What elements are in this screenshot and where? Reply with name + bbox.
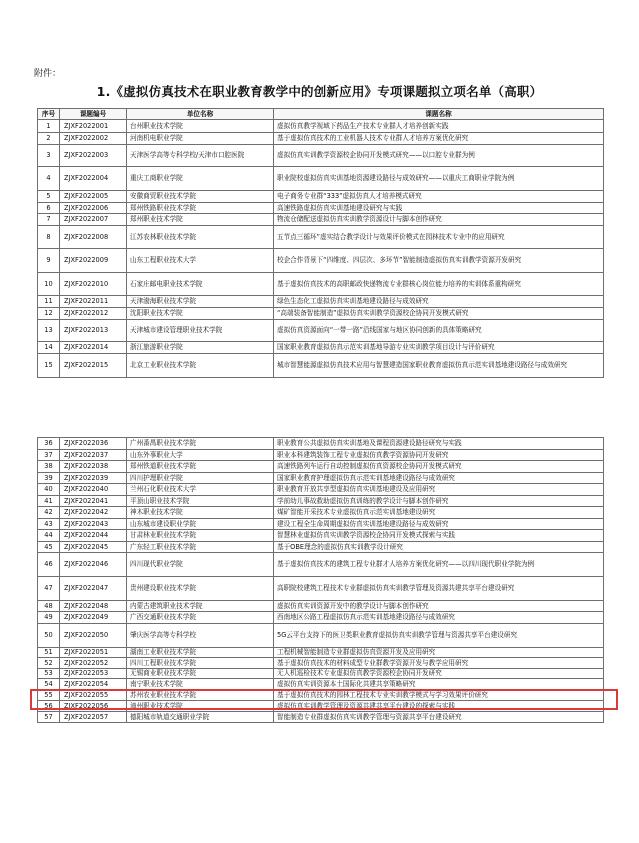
row-number: 51 <box>38 648 60 658</box>
project-topic: 5G云平台支持下的医卫类职业教育虚拟仿真实训教学管理与资源共享平台建设研究 <box>274 624 604 648</box>
table-row <box>38 461 604 473</box>
row-number: 53 <box>38 669 60 679</box>
project-code: ZJXF2022005 <box>60 191 127 203</box>
page-title: 1.《虚拟仿真技术在职业教育教学中的创新应用》专项课题拟立项名单（高职） <box>96 84 543 99</box>
project-topic: 虚拟仿真教学视域下药品生产技术专业群人才培养创新实践 <box>274 120 604 133</box>
project-topic: 虚拟仿真资源面向“一带一路”沿线国家与地区协同创新的具体策略研究 <box>274 320 604 342</box>
table-header-row <box>38 109 604 120</box>
project-code: ZJXF2022015 <box>60 354 127 378</box>
header-code: 课题编号 <box>60 109 127 120</box>
unit-name: 湖南工业职业技术学院 <box>127 648 274 658</box>
table-row <box>38 438 604 450</box>
project-topic: 基于虚拟仿真技术的工业机器人技术专业群人才培养方案优化研究 <box>274 133 604 145</box>
project-topic: 基于虚拟仿真技术的高职邮政快递物流专业群核心岗位能力培养的实训体系重构研究 <box>274 273 604 296</box>
unit-name: 神木职业技术学院 <box>127 507 274 519</box>
table-row <box>38 342 604 354</box>
project-code: ZJXF2022036 <box>60 438 127 450</box>
table-row <box>38 679 604 690</box>
row-number: 12 <box>38 308 60 320</box>
project-code: ZJXF2022055 <box>60 690 127 701</box>
unit-name: 山东城市建设职业学院 <box>127 519 274 530</box>
unit-name: 兰州石化职业技术大学 <box>127 484 274 496</box>
table-row <box>38 320 604 342</box>
project-code: ZJXF2022056 <box>60 701 127 712</box>
row-number: 1 <box>38 120 60 133</box>
project-code: ZJXF2022002 <box>60 133 127 145</box>
row-number: 14 <box>38 342 60 354</box>
unit-name: 德阳城市轨道交通职业学院 <box>127 712 274 723</box>
unit-name: 河南机电职业学院 <box>127 133 274 145</box>
table-row <box>38 308 604 320</box>
unit-name: 广州番禺职业技术学院 <box>127 438 274 450</box>
table-row <box>38 507 604 519</box>
table-row <box>38 191 604 203</box>
unit-name: 石家庄邮电职业技术学院 <box>127 273 274 296</box>
project-topic: 国家职业教育虚拟仿真示范实训基地导游专业实训教学项目设计与评价研究 <box>274 342 604 354</box>
unit-name: 无锡商业职业技术学院 <box>127 669 274 679</box>
table-row <box>38 133 604 145</box>
row-number: 6 <box>38 203 60 214</box>
project-code: ZJXF2022050 <box>60 624 127 648</box>
unit-name: 沈阳职业技术学院 <box>127 308 274 320</box>
table-row <box>38 577 604 601</box>
project-topic: 基于虚拟仿真技术的建筑工程专业群才人培养方案优化研究——以四川现代职业学院为例 <box>274 553 604 577</box>
table-row <box>38 473 604 484</box>
row-number: 13 <box>38 320 60 342</box>
project-topic: 建设工程全生命周期虚拟仿真实训基地建设路径与成效研究 <box>274 519 604 530</box>
project-table-top <box>37 108 604 378</box>
table-row <box>38 624 604 648</box>
table-row <box>38 120 604 133</box>
unit-name: 甘肃林业职业技术学院 <box>127 530 274 542</box>
table-row <box>38 450 604 461</box>
table-row <box>38 226 604 249</box>
project-topic: 校企合作背景下“四维度、四层次、多环节”智能制造虚拟仿真实训教学资源开发研究 <box>274 249 604 273</box>
table-row <box>38 712 604 723</box>
project-topic: 五节点三循环”虚实结合教学设计与效果评价模式在园林技术专业中的应用研究 <box>274 226 604 249</box>
row-number: 8 <box>38 226 60 249</box>
row-number: 4 <box>38 167 60 191</box>
project-topic: 职业教育公共虚拟仿真实训基地及课程资源建设路径研究与实践 <box>274 438 604 450</box>
unit-name: 山东工程职业技术大学 <box>127 249 274 273</box>
row-number: 37 <box>38 450 60 461</box>
project-topic: 智慧林业虚拟仿真实训教学资源校企协同开发模式探索与实践 <box>274 530 604 542</box>
project-topic: 高速铁路虚拟仿真实训基地建设研究与实践 <box>274 203 604 214</box>
project-code: ZJXF2022049 <box>60 612 127 624</box>
project-topic: 高职院校建筑工程技术专业群虚拟仿真实训教学管理及资源共建共享平台建设研究 <box>274 577 604 601</box>
project-code: ZJXF2022006 <box>60 203 127 214</box>
table-row <box>38 296 604 308</box>
unit-name: 苏州农业职业技术学院 <box>127 690 274 701</box>
project-code: ZJXF2022042 <box>60 507 127 519</box>
unit-name: 安徽商贸职业技术学院 <box>127 191 274 203</box>
unit-name: 北京工业职业技术学院 <box>127 354 274 378</box>
project-code: ZJXF2022046 <box>60 553 127 577</box>
project-code: ZJXF2022054 <box>60 679 127 690</box>
row-number: 5 <box>38 191 60 203</box>
project-topic: 物流仓储配送虚拟仿真实训教学资源设计与脚本创作研究 <box>274 214 604 226</box>
project-topic: 电子商务专业群“333”虚拟仿真人才培养模式研究 <box>274 191 604 203</box>
project-topic: 智能制造专业群虚拟仿真实训教学管理与资源共享平台建设研究 <box>274 712 604 723</box>
project-topic: 基于虚拟仿真技术的园林工程技术专业实训教学模式与学习效果评价研究 <box>274 690 604 701</box>
project-table-bottom <box>37 437 604 723</box>
project-code: ZJXF2022009 <box>60 249 127 273</box>
row-number: 48 <box>38 601 60 612</box>
table-row <box>38 542 604 553</box>
project-topic: 基于虚拟仿真技术的材料成型专业群教学资源开发与教学应用研究 <box>274 658 604 669</box>
row-number: 54 <box>38 679 60 690</box>
unit-name: 重庆工商职业学院 <box>127 167 274 191</box>
table-row <box>38 354 604 378</box>
table-row <box>38 273 604 296</box>
row-number: 57 <box>38 712 60 723</box>
project-code: ZJXF2022014 <box>60 342 127 354</box>
project-topic: 职业院校虚拟仿真实训基地资源建设路径与成效研究——以重庆工商职业学院为例 <box>274 167 604 191</box>
row-number: 49 <box>38 612 60 624</box>
header-topic: 课题名称 <box>274 109 604 120</box>
row-number: 3 <box>38 145 60 167</box>
table-row <box>38 669 604 679</box>
table-gap <box>37 420 603 434</box>
row-number: 43 <box>38 519 60 530</box>
row-number: 41 <box>38 496 60 507</box>
highlight-box-row-52 <box>30 689 618 710</box>
header-unit: 单位名称 <box>127 109 274 120</box>
project-code: ZJXF2022007 <box>60 214 127 226</box>
unit-name: 四川护理职业学院 <box>127 473 274 484</box>
project-topic: 高速铁路列车运行自动控制虚拟仿真资源校企协同开发模式研究 <box>274 461 604 473</box>
project-topic: 无人机巡检技术专业虚拟仿真教学资源校企协同开发研究 <box>274 669 604 679</box>
table-row <box>38 249 604 273</box>
project-code: ZJXF2022040 <box>60 484 127 496</box>
project-topic: “高端装备智能制造”虚拟仿真实训教学资源校企协同开发模式研究 <box>274 308 604 320</box>
header-no: 序号 <box>38 109 60 120</box>
unit-name: 漳州职业技术学院 <box>127 701 274 712</box>
row-number: 45 <box>38 542 60 553</box>
unit-name: 郑州职业技术学院 <box>127 214 274 226</box>
project-code: ZJXF2022048 <box>60 601 127 612</box>
project-topic: 城市智慧能源虚拟仿真技术应用与智慧建造国家职业教育虚拟仿真示范实训基地建设路径与成效研究 <box>274 354 604 378</box>
project-code: ZJXF2022057 <box>60 712 127 723</box>
table-row <box>38 203 604 214</box>
table-row <box>38 145 604 167</box>
project-code: ZJXF2022053 <box>60 669 127 679</box>
table-row <box>38 648 604 658</box>
row-number: 10 <box>38 273 60 296</box>
unit-name: 南宁职业技术学院 <box>127 679 274 690</box>
project-code: ZJXF2022039 <box>60 473 127 484</box>
project-code: ZJXF2022052 <box>60 658 127 669</box>
unit-name: 四川工程职业技术学院 <box>127 658 274 669</box>
attachment-label: 附件： <box>34 69 62 79</box>
project-topic: 学前幼儿事故救助虚拟仿真训练的教学设计与脚本创作研究 <box>274 496 604 507</box>
row-number: 2 <box>38 133 60 145</box>
row-number: 42 <box>38 507 60 519</box>
unit-name: 天津渤海职业技术学院 <box>127 296 274 308</box>
unit-name: 肇庆医学高等专科学校 <box>127 624 274 648</box>
project-code: ZJXF2022038 <box>60 461 127 473</box>
project-code: ZJXF2022012 <box>60 308 127 320</box>
project-topic: 西南地区公路工程虚拟仿真示范实训基地建设路径与成效研究 <box>274 612 604 624</box>
row-number: 38 <box>38 461 60 473</box>
project-topic: 国家职业教育护理虚拟仿真示范实训基地建设路径与成效研究 <box>274 473 604 484</box>
row-number: 55 <box>38 690 60 701</box>
row-number: 15 <box>38 354 60 378</box>
project-topic: 虚拟仿真实训教学资源校企协同开发模式研究——以口腔专业群为例 <box>274 145 604 167</box>
unit-name: 广东轻工职业技术学院 <box>127 542 274 553</box>
project-topic: 虚拟仿真实训教学管理及资源共建共享平台建设的探索与实践 <box>274 701 604 712</box>
unit-name: 山东外事职业大学 <box>127 450 274 461</box>
unit-name: 广西交通职业技术学院 <box>127 612 274 624</box>
row-number: 39 <box>38 473 60 484</box>
table-row <box>38 214 604 226</box>
table-row <box>38 553 604 577</box>
row-number: 11 <box>38 296 60 308</box>
table-row <box>38 519 604 530</box>
project-code: ZJXF2022037 <box>60 450 127 461</box>
table-row <box>38 530 604 542</box>
row-number: 47 <box>38 577 60 601</box>
row-number: 56 <box>38 701 60 712</box>
project-code: ZJXF2022001 <box>60 120 127 133</box>
project-code: ZJXF2022051 <box>60 648 127 658</box>
project-code: ZJXF2022045 <box>60 542 127 553</box>
project-code: ZJXF2022044 <box>60 530 127 542</box>
project-code: ZJXF2022013 <box>60 320 127 342</box>
project-code: ZJXF2022004 <box>60 167 127 191</box>
project-code: ZJXF2022043 <box>60 519 127 530</box>
unit-name: 四川现代职业学院 <box>127 553 274 577</box>
project-topic: 基于OBE理念的虚拟仿真实训教学设计研究 <box>274 542 604 553</box>
project-topic: 煤矿智能开采技术专业虚拟仿真示范实训基地建设研究 <box>274 507 604 519</box>
row-number: 7 <box>38 214 60 226</box>
table-row <box>38 484 604 496</box>
unit-name: 郑州铁道职业技术学院 <box>127 461 274 473</box>
project-code: ZJXF2022041 <box>60 496 127 507</box>
table-row <box>38 601 604 612</box>
unit-name: 内蒙古建筑职业技术学院 <box>127 601 274 612</box>
project-code: ZJXF2022003 <box>60 145 127 167</box>
project-topic: 工程机械智能制造专业群虚拟仿真资源开发及应用研究 <box>274 648 604 658</box>
project-topic: 职业教育开放共享型虚拟仿真实训基地建设及应用研究 <box>274 484 604 496</box>
row-number: 50 <box>38 624 60 648</box>
unit-name: 天津城市建设管理职业技术学院 <box>127 320 274 342</box>
row-number: 36 <box>38 438 60 450</box>
unit-name: 郑州铁路职业技术学院 <box>127 203 274 214</box>
unit-name: 江苏农林职业技术学院 <box>127 226 274 249</box>
project-topic: 绿色生态化工虚拟仿真实训基地建设路径与成效研究 <box>274 296 604 308</box>
unit-name: 贵州建设职业技术学院 <box>127 577 274 601</box>
unit-name: 平顶山职业技术学院 <box>127 496 274 507</box>
table-row <box>38 612 604 624</box>
unit-name: 台州职业技术学院 <box>127 120 274 133</box>
unit-name: 天津医学高等专科学校/天津市口腔医院 <box>127 145 274 167</box>
project-code: ZJXF2022047 <box>60 577 127 601</box>
row-number: 40 <box>38 484 60 496</box>
row-number: 52 <box>38 658 60 669</box>
table-row <box>38 658 604 669</box>
project-code: ZJXF2022011 <box>60 296 127 308</box>
row-number: 44 <box>38 530 60 542</box>
table-row <box>38 496 604 507</box>
project-topic: 虚拟仿真实训资源开发中的教学设计与脚本创作研究 <box>274 601 604 612</box>
row-number: 46 <box>38 553 60 577</box>
project-topic: 虚拟仿真实训资源本土国际化共建共享策略研究 <box>274 679 604 690</box>
table-row <box>38 167 604 191</box>
project-code: ZJXF2022010 <box>60 273 127 296</box>
project-code: ZJXF2022008 <box>60 226 127 249</box>
unit-name: 浙江旅游职业学院 <box>127 342 274 354</box>
row-number: 9 <box>38 249 60 273</box>
project-topic: 职业本科建筑装饰工程专业虚拟仿真教学资源协同开发研究 <box>274 450 604 461</box>
